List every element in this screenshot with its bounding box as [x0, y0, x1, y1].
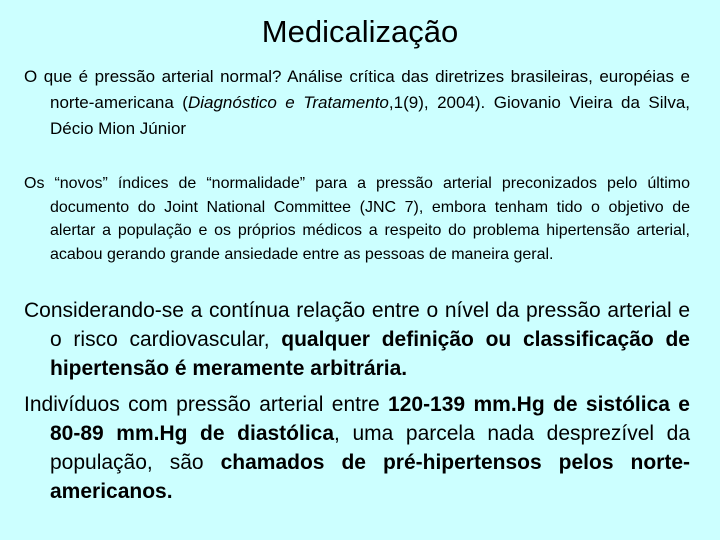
reference-text-end: ,1(9), 2004). Giovanio Vieira da Silva, Décio Mion Júnior	[50, 93, 690, 138]
paragraph1-emphasis: qualquer definição ou classificação de hipertensão é meramente arbitrária.	[50, 328, 690, 380]
arbitrary-classification-paragraph	[24, 296, 690, 383]
paragraph2-text-1: Indivíduos com pressão arterial entre	[24, 393, 389, 416]
paragraph2-emphasis-1: 120-139 mm.Hg de sistólica e 80-89 mm.Hg de diastólica	[50, 393, 690, 445]
paragraph2-text-2: , uma parcela nada desprezível da população, são	[50, 422, 690, 474]
paragraph2-emphasis-2: chamados de pré-hipertensos pelos norte-americanos.	[50, 451, 690, 503]
slide-title: Medicalização	[261, 14, 459, 49]
reference-text: O que é pressão arterial normal? Análise crítica das diretrizes brasileiras, européias e norte-americana (	[24, 67, 690, 112]
reference-paragraph	[24, 64, 690, 142]
quote-paragraph: Os “novos” índices de “normalidade” para a pressão arterial preconizados pelo último documento do Joint National Committee (JNC 7), embora tenham tido o objetivo de alertar a população e os próprios médicos a respeito do problema hipertensão arterial, acabou gerando grande ansiedade entre as pessoas de maneira geral.	[24, 175, 690, 263]
journal-name: Diagnóstico e Tratamento	[187, 93, 389, 112]
paragraph1-text: Considerando-se a contínua relação entre o nível da pressão arterial e o risco cardiovascular,	[24, 299, 690, 351]
prehypertension-paragraph	[24, 390, 690, 506]
